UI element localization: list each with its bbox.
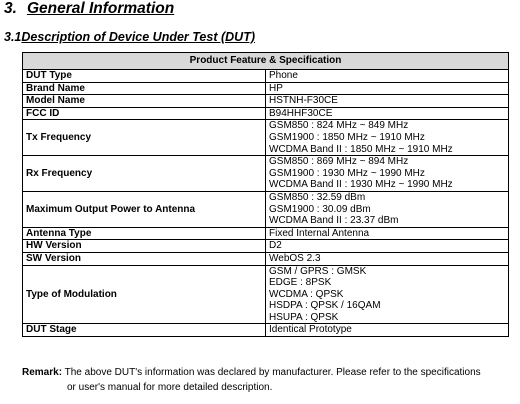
section-number: 3. xyxy=(4,0,17,17)
spec-value-cell xyxy=(266,240,509,253)
remark-line-2: or user's manual for more detailed description. xyxy=(67,382,273,393)
spec-label: FCC ID xyxy=(23,107,266,120)
spec-value: WCDMA Band II : 23.37 dBm xyxy=(269,215,399,227)
spec-label: SW Version xyxy=(23,252,266,265)
spec-value-cell xyxy=(266,107,509,120)
spec-value-cell xyxy=(266,191,509,227)
spec-value: WCDMA Band II : 1850 MHz ~ 1910 MHz xyxy=(269,143,453,155)
spec-table-header: Product Feature & Specification xyxy=(23,53,509,70)
spec-label: DUT Type xyxy=(23,70,266,83)
section-heading xyxy=(4,0,174,18)
spec-label: HW Version xyxy=(23,240,266,253)
spec-label: Model Name xyxy=(23,95,266,108)
spec-row xyxy=(23,70,509,83)
spec-value: GSM / GPRS : GMSK xyxy=(269,265,367,277)
remark-label: Remark: xyxy=(22,367,63,378)
spec-row xyxy=(23,156,509,192)
spec-value: B94HHF30CE xyxy=(269,107,333,119)
section-title: General Information xyxy=(26,0,175,17)
spec-value: HP xyxy=(269,82,283,94)
spec-row xyxy=(23,240,509,253)
subsection-number: 3.1 xyxy=(4,30,22,44)
spec-row xyxy=(23,227,509,240)
spec-value-cell xyxy=(266,82,509,95)
spec-value: WCDMA Band II : 1930 MHz ~ 1990 MHz xyxy=(269,179,453,191)
spec-value: Phone xyxy=(269,70,298,81)
spec-value-cell xyxy=(266,156,509,192)
spec-label: Maximum Output Power to Antenna xyxy=(23,191,266,227)
remark-line-1: The above DUT's information was declared by manufacturer. Please refer to the specifications xyxy=(64,367,481,378)
spec-value: WebOS 2.3 xyxy=(269,252,321,264)
spec-value: GSM1900 : 30.09 dBm xyxy=(269,203,371,215)
spec-row xyxy=(23,95,509,108)
spec-value: EDGE : 8PSK xyxy=(269,277,332,289)
spec-value-cell xyxy=(266,95,509,108)
spec-label: DUT Stage xyxy=(23,324,266,337)
spec-value: GSM850 : 824 MHz ~ 849 MHz xyxy=(269,120,409,132)
remark xyxy=(22,365,514,395)
spec-label: Brand Name xyxy=(23,82,266,95)
spec-value: HSTNH-F30CE xyxy=(269,95,338,107)
spec-label: Tx Frequency xyxy=(23,120,266,156)
spec-row xyxy=(23,120,509,156)
subsection-heading xyxy=(4,30,255,44)
spec-value-cell xyxy=(266,227,509,240)
spec-value-cell xyxy=(266,324,509,337)
spec-value-cell xyxy=(266,265,509,324)
spec-value: HSUPA : QPSK xyxy=(269,311,339,323)
spec-value: GSM850 : 32.59 dBm xyxy=(269,191,366,203)
spec-value: D2 xyxy=(269,240,282,252)
spec-row xyxy=(23,191,509,227)
spec-value-cell xyxy=(266,70,509,83)
spec-value: GSM1900 : 1930 MHz ~ 1990 MHz xyxy=(269,167,425,179)
spec-row xyxy=(23,82,509,95)
spec-row xyxy=(23,265,509,324)
spec-label: Antenna Type xyxy=(23,227,266,240)
spec-row xyxy=(23,252,509,265)
spec-table-body xyxy=(23,70,509,337)
spec-value-cell xyxy=(266,252,509,265)
spec-value: HSDPA : QPSK / 16QAM xyxy=(269,300,381,312)
spec-label: Type of Modulation xyxy=(23,265,266,324)
spec-value: GSM1900 : 1850 MHz ~ 1910 MHz xyxy=(269,131,425,143)
spec-value-cell xyxy=(266,120,509,156)
spec-row xyxy=(23,324,509,337)
spec-label: Rx Frequency xyxy=(23,156,266,192)
subsection-title: Description of Device Under Test (DUT) xyxy=(21,30,255,44)
spec-value: GSM850 : 869 MHz ~ 894 MHz xyxy=(269,156,409,168)
spec-value: Fixed Internal Antenna xyxy=(269,227,370,239)
spec-row xyxy=(23,107,509,120)
spec-value: WCDMA : QPSK xyxy=(269,288,344,300)
spec-table xyxy=(22,52,509,337)
spec-value: Identical Prototype xyxy=(269,324,352,336)
